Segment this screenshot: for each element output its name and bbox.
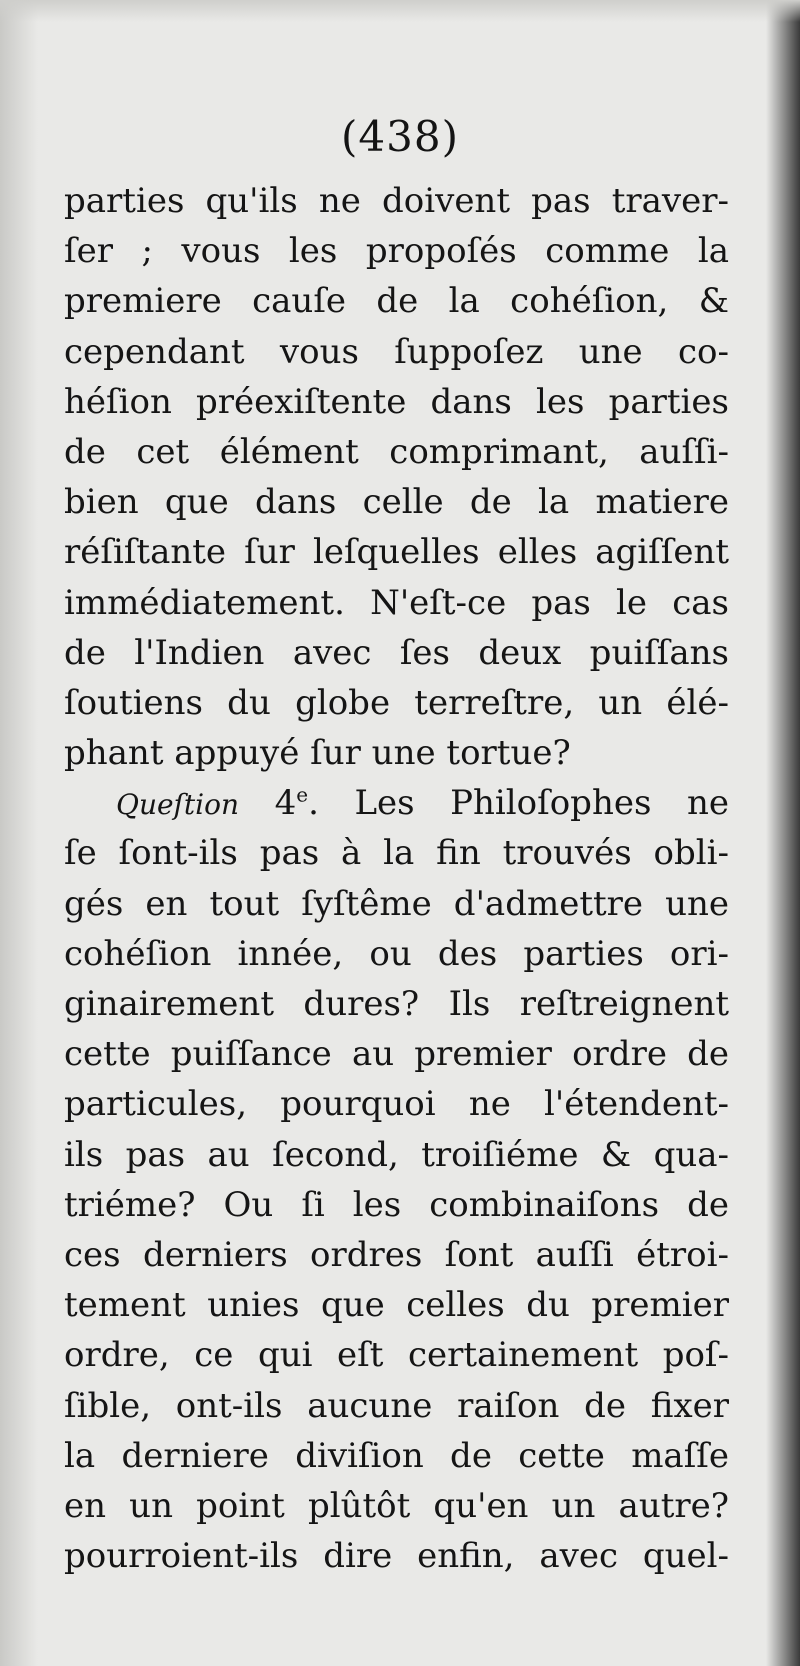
text-line: ordre, ce qui eſt certainement poſ- (64, 1335, 729, 1376)
question-superscript: e (296, 782, 309, 807)
text-line: de l'Indien avec ſes deux puiſſans (64, 632, 729, 673)
text-line: cohéſion innée, ou des parties ori- (64, 933, 729, 974)
question-number: 4 (274, 783, 297, 824)
question-text: . Les Philoſophes ne (308, 783, 729, 824)
text-line: ces derniers ordres ſont auſſi étroi- (64, 1234, 729, 1275)
question-line (64, 778, 729, 828)
text-line: triéme? Ou ſi les combinaiſons de (64, 1184, 729, 1225)
text-line: immédiatement. N'eſt-ce pas le cas (64, 582, 729, 623)
page-right-shadow (766, 0, 800, 1666)
text-line: en un point plûtôt qu'en un autre? (64, 1485, 729, 1526)
text-line: bien que dans celle de la matiere (64, 482, 729, 523)
text-line: de cet élément comprimant, auſſi- (64, 431, 729, 472)
text-line: ſe ſont-ils pas à la fin trouvés obli- (64, 833, 729, 874)
text-line: cette puiſſance au premier ordre de (64, 1034, 729, 1075)
text-line: la derniere diviſion de cette maſſe (64, 1435, 729, 1476)
text-line: ginairement dures? Ils reſtreignent (64, 984, 729, 1024)
question-label: Queſtion (116, 788, 240, 822)
text-line: tement unies que celles du premier (64, 1285, 729, 1326)
page-left-shadow (0, 0, 38, 1666)
text-line: cependant vous ſuppoſez une co- (64, 331, 729, 372)
page-top-shadow (0, 0, 800, 22)
text-line: ſible, ont-ils aucune raiſon de fixer (64, 1385, 729, 1426)
text-line: pourroient-ils dire enfin, avec quel- (64, 1536, 729, 1577)
text-line: ſer ; vous les propoſés comme la (64, 231, 729, 272)
text-line: ſoutiens du globe terreſtre, un élé- (64, 682, 729, 723)
text-line: héſion préexiſtente dans les parties (64, 381, 729, 422)
text-line: parties qu'ils ne doivent pas traver- (64, 181, 729, 221)
text-line: réſiſtante ſur leſquelles elles agiſſent (64, 532, 729, 573)
page-number: (438) (341, 112, 459, 161)
text-line: premiere cauſe de la cohéſion, & (64, 281, 729, 322)
text-line: ils pas au ſecond, troiſiéme & qua- (64, 1134, 729, 1175)
text-line: gés en tout ſyſtême d'admettre une (64, 883, 729, 924)
text-line: phant appuyé ſur une tortue? (64, 733, 571, 774)
page-body-text (64, 176, 729, 1581)
text-line: particules, pourquoi ne l'étendent- (64, 1084, 729, 1125)
